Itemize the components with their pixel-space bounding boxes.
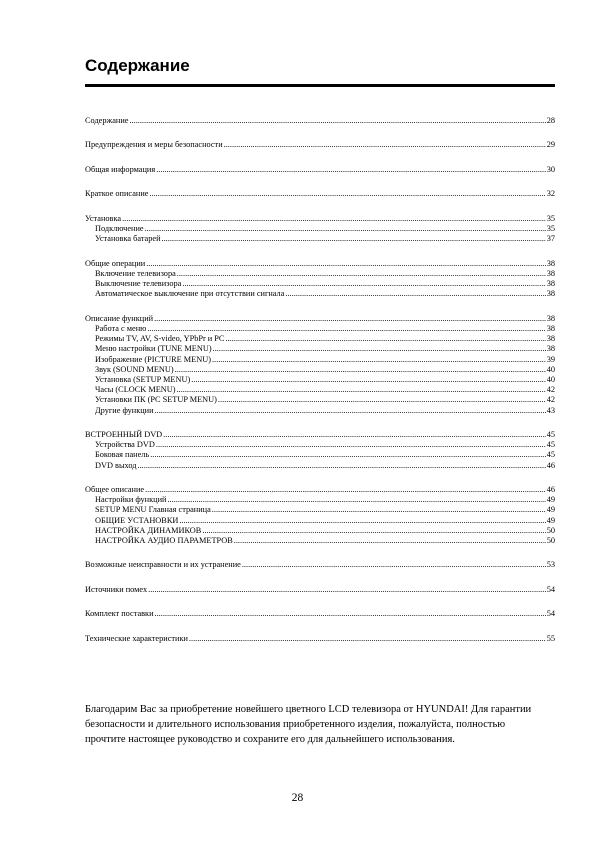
- dot-leader: [154, 314, 546, 324]
- toc-subentry[interactable]: [85, 461, 555, 471]
- toc-entry-label: Настройки функций: [95, 495, 167, 505]
- toc-subentry[interactable]: [85, 505, 555, 515]
- toc-entry-label: НАСТРОЙКА ДИНАМИКОВ: [95, 525, 202, 535]
- toc-subentry[interactable]: [85, 289, 555, 299]
- toc-entry-label: Общие операции: [85, 258, 146, 268]
- toc-entry-page: 29: [546, 140, 555, 150]
- toc-section: [85, 116, 555, 126]
- toc-entry-page: 40: [546, 364, 555, 374]
- toc-entry-page: 38: [546, 344, 555, 354]
- toc-entry-page: 49: [546, 495, 555, 505]
- dot-leader: [177, 385, 546, 395]
- dot-leader: [145, 224, 546, 234]
- toc-subentry[interactable]: [85, 495, 555, 505]
- toc-entry-page: 28: [546, 116, 555, 125]
- table-of-contents: [85, 116, 555, 644]
- toc-entry[interactable]: [85, 485, 555, 495]
- toc-entry-page: 30: [546, 164, 555, 174]
- toc-entry[interactable]: [85, 116, 555, 126]
- toc-entry[interactable]: [85, 214, 555, 224]
- toc-section: [85, 485, 555, 546]
- toc-entry-label: Установки ПК (PC SETUP MENU): [95, 395, 217, 405]
- toc-entry-label: Возможные неисправности и их устранение: [85, 560, 241, 570]
- toc-section: [85, 189, 555, 199]
- dot-leader: [122, 214, 546, 224]
- toc-subentry[interactable]: [85, 365, 555, 375]
- toc-entry-page: 37: [546, 234, 555, 244]
- toc-subentry[interactable]: [85, 375, 555, 385]
- dot-leader: [212, 505, 546, 515]
- toc-section: [85, 560, 555, 570]
- toc-entry-label: SETUP MENU Главная страница: [95, 505, 211, 515]
- toc-entry-page: 42: [546, 385, 555, 395]
- dot-leader: [189, 634, 546, 644]
- dot-leader: [242, 560, 546, 570]
- toc-entry-page: 45: [546, 430, 555, 440]
- toc-subentry[interactable]: [85, 269, 555, 279]
- toc-subentry[interactable]: [85, 324, 555, 334]
- toc-section: [85, 609, 555, 619]
- toc-entry-page: 38: [546, 289, 555, 299]
- toc-entry[interactable]: [85, 259, 555, 269]
- dot-leader: [162, 234, 546, 244]
- toc-entry-page: 38: [546, 313, 555, 323]
- toc-subentry[interactable]: [85, 440, 555, 450]
- toc-entry-label: DVD выход: [95, 460, 137, 470]
- toc-entry-page: 45: [546, 440, 555, 450]
- dot-leader: [285, 289, 545, 299]
- dot-leader: [155, 609, 546, 619]
- toc-section: [85, 214, 555, 245]
- toc-entry-label: Работа с меню: [95, 324, 147, 334]
- toc-entry-label: Установка (SETUP MENU): [95, 374, 191, 384]
- toc-entry-label: Содержание: [85, 116, 129, 125]
- toc-subentry[interactable]: [85, 279, 555, 289]
- dot-leader: [182, 279, 545, 289]
- toc-section: [85, 140, 555, 150]
- toc-entry[interactable]: [85, 314, 555, 324]
- dot-leader: [149, 189, 545, 199]
- dot-leader: [147, 324, 545, 334]
- dot-leader: [177, 269, 546, 279]
- toc-entry-page: 38: [546, 268, 555, 278]
- toc-entry-page: 46: [546, 460, 555, 470]
- toc-entry-page: 45: [546, 450, 555, 460]
- toc-entry[interactable]: [85, 585, 555, 595]
- toc-entry-label: ОБЩИЕ УСТАНОВКИ: [95, 515, 179, 525]
- dot-leader: [167, 495, 545, 505]
- page-title: Содержание: [85, 56, 190, 75]
- toc-entry[interactable]: [85, 165, 555, 175]
- intro-paragraph: Благодарим Вас за приобретение новейшего цветного LCD телевизора от HYUNDAI! Для гарантии безопасности и длительного использования приобретенного изделия, пожалуйста, полностью прочтите настоящее руководство и сохраните его для дальнейшего использования.: [85, 704, 532, 745]
- toc-entry-label: Режимы TV, AV, S-video, YPbPr и PC: [95, 334, 225, 344]
- toc-entry[interactable]: [85, 560, 555, 570]
- dot-leader: [146, 259, 545, 269]
- toc-subentry[interactable]: [85, 526, 555, 536]
- toc-entry-label: Общее описание: [85, 485, 145, 495]
- toc-entry-label: Технические характеристики: [85, 633, 188, 643]
- toc-entry-label: Установка батарей: [95, 234, 161, 244]
- toc-entry-page: 35: [546, 224, 555, 234]
- toc-entry-page: 50: [546, 536, 555, 545]
- toc-subentry[interactable]: [85, 355, 555, 365]
- toc-entry-label: Звук (SOUND MENU): [95, 364, 174, 374]
- toc-entry-page: 38: [546, 334, 555, 344]
- toc-subentry[interactable]: [85, 344, 555, 354]
- toc-entry-page: 32: [546, 189, 555, 199]
- dot-leader: [129, 116, 545, 126]
- toc-entry-label: Часы (CLOCK MENU): [95, 385, 176, 395]
- dot-leader: [175, 365, 546, 375]
- toc-subentry[interactable]: [85, 334, 555, 344]
- toc-entry[interactable]: [85, 140, 555, 150]
- toc-subentry[interactable]: [85, 395, 555, 405]
- toc-entry-label: НАСТРОЙКА АУДИО ПАРАМЕТРОВ: [95, 536, 233, 545]
- toc-entry[interactable]: [85, 609, 555, 619]
- dot-leader: [145, 485, 546, 495]
- dot-leader: [225, 334, 545, 344]
- dot-leader: [155, 406, 546, 416]
- dot-leader: [224, 140, 546, 150]
- toc-entry-page: 46: [546, 485, 555, 495]
- toc-entry-label: Другие функции: [95, 405, 154, 415]
- toc-entry-label: Изображение (PICTURE MENU): [95, 354, 211, 364]
- toc-entry-page: 39: [546, 354, 555, 364]
- toc-subentry[interactable]: [85, 224, 555, 234]
- toc-entry-page: 40: [546, 374, 555, 384]
- toc-entry[interactable]: [85, 634, 555, 644]
- dot-leader: [179, 516, 545, 526]
- dot-leader: [156, 165, 546, 175]
- dot-leader: [218, 395, 546, 405]
- toc-section: [85, 165, 555, 175]
- toc-entry-page: 49: [546, 505, 555, 515]
- toc-entry-page: 55: [546, 633, 555, 643]
- toc-entry-label: Включение телевизора: [95, 268, 176, 278]
- toc-entry-page: 38: [546, 258, 555, 268]
- toc-entry[interactable]: [85, 189, 555, 199]
- toc-entry-page: 50: [546, 525, 555, 535]
- dot-leader: [156, 440, 546, 450]
- toc-entry-label: Общая информация: [85, 164, 156, 174]
- toc-entry-label: Источники помех: [85, 584, 148, 594]
- toc-section: [85, 314, 555, 416]
- toc-subentry[interactable]: [85, 536, 555, 546]
- toc-section: [85, 259, 555, 300]
- toc-subentry[interactable]: [85, 516, 555, 526]
- toc-entry-page: 38: [546, 324, 555, 334]
- toc-entry-label: Боковая панель: [95, 450, 150, 460]
- dot-leader: [150, 450, 545, 460]
- dot-leader: [148, 585, 546, 595]
- toc-section: [85, 585, 555, 595]
- toc-entry-page: 35: [546, 213, 555, 223]
- toc-entry-page: 49: [546, 515, 555, 525]
- title-rule: [85, 84, 555, 87]
- toc-entry-page: 54: [546, 584, 555, 594]
- dot-leader: [213, 344, 546, 354]
- toc-entry-page: 53: [546, 560, 555, 570]
- toc-subentry[interactable]: [85, 406, 555, 416]
- toc-subentry[interactable]: [85, 450, 555, 460]
- toc-entry-label: Краткое описание: [85, 189, 149, 199]
- toc-section: [85, 634, 555, 644]
- toc-entry-label: Автоматическое выключение при отсутствии сигнала: [95, 289, 285, 299]
- dot-leader: [191, 375, 545, 385]
- toc-entry-label: Установка: [85, 213, 122, 223]
- toc-entry-label: Устройства DVD: [95, 440, 155, 450]
- toc-subentry[interactable]: [85, 385, 555, 395]
- toc-entry-label: Меню настройки (TUNE MENU): [95, 344, 212, 354]
- dot-leader: [138, 461, 546, 471]
- toc-entry-label: ВСТРОЕННЫЙ DVD: [85, 430, 163, 440]
- toc-entry-label: Выключение телевизора: [95, 279, 182, 289]
- toc-entry[interactable]: [85, 430, 555, 440]
- toc-entry-page: 38: [546, 279, 555, 289]
- dot-leader: [163, 430, 546, 440]
- toc-section: [85, 430, 555, 471]
- page-number: 28: [291, 792, 304, 804]
- toc-entry-page: 43: [546, 405, 555, 415]
- toc-entry-label: Комплект поставки: [85, 609, 154, 619]
- dot-leader: [234, 536, 546, 546]
- toc-entry-label: Описание функций: [85, 313, 154, 323]
- toc-entry-label: Предупреждения и меры безопасности: [85, 140, 223, 150]
- toc-entry-label: Подключение: [95, 224, 144, 234]
- toc-entry-page: 54: [546, 609, 555, 619]
- dot-leader: [212, 355, 546, 365]
- toc-entry-page: 42: [546, 395, 555, 405]
- toc-subentry[interactable]: [85, 234, 555, 244]
- dot-leader: [202, 526, 545, 536]
